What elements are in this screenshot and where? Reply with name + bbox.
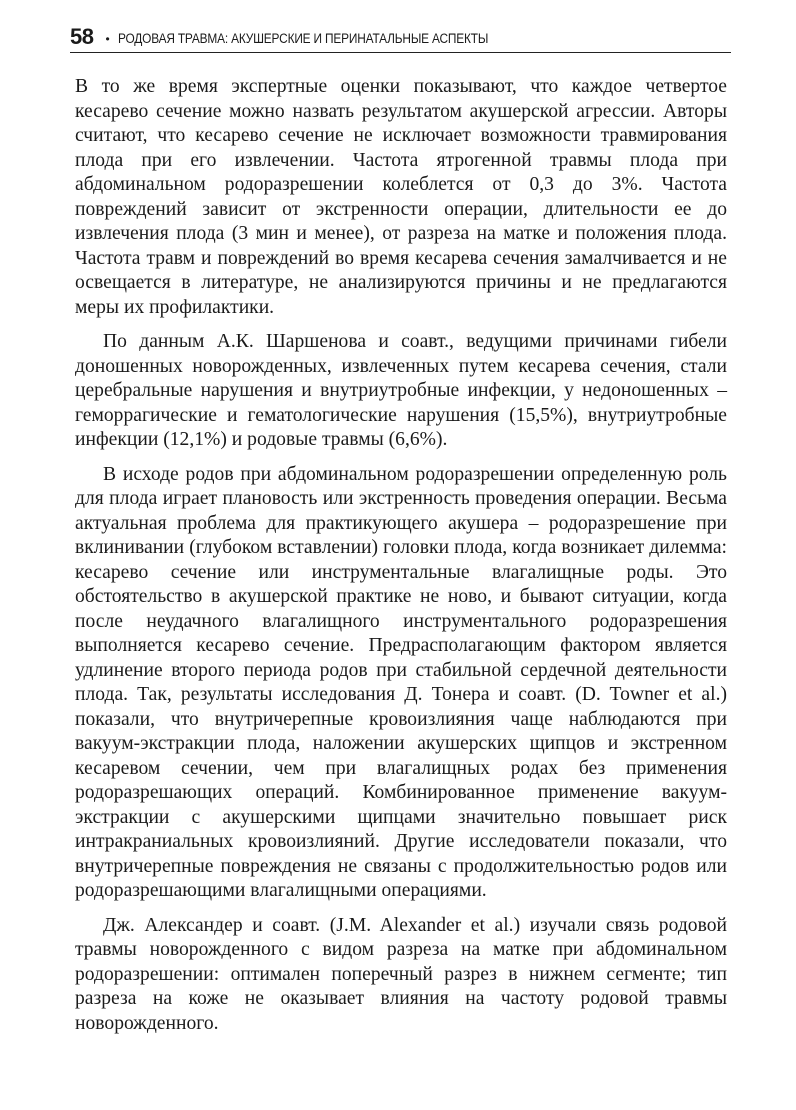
running-header-title: РОДОВАЯ ТРАВМА: АКУШЕРСКИЕ И ПЕРИНАТАЛЬНЫЕ АСПЕКТЫ [117,31,488,46]
paragraph-2: По данным А.К. Шаршенова и соавт., ведущими причинами гибели доношенных новорожденных, извлеченных путем кесарева сечения, стали церебральные нарушения и внутриутробные инфекции, у недоношенных – геморрагические и гематологические нарушения (15,5%), внутриутробные инфекции (12,1%) и родовые травмы (6,6%). [75,331,727,450]
running-header [70,24,731,53]
paragraph-3: В исходе родов при абдоминальном родоразрешении определенную роль для плода играет плановость или экстренность проведения операции. Весьма актуальная проблема для практикующего акушера – родоразрешение при вклинивании (глубоком вставлении) головки плода, когда возникает дилемма: кесарево сечение или инструментальные влагалищные роды. Это обстоятельство в акушерской практике не ново, и бывают ситуации, когда после неудачного влагалищного инструментального родоразрешения выполняется кесарево сечение. Предрасполагающим фактором является удлинение второго периода родов при стабильной сердечной деятельности плода. Так, результаты исследования Д. Тонера и соавт. (D. Towner et al.) показали, что внутричерепные кровоизлияния чаще наблюдаются при вакуум-экстракции плода, наложении акушерских щипцов и экстренном кесаревом сечении, чем при влагалищных родах без применения родоразрешающих операций. Комбинированное применение вакуум-экстракции с акушерскими щипцами значительно повышает риск интракраниальных кровоизлияний. Другие исследователи показали, что внутричерепные повреждения не связаны с продолжительностью родов или родоразрешающими влагалищными операциями. [75,463,727,901]
paragraph-4: Дж. Александер и соавт. (J.M. Alexander et al.) изучали связь родовой травмы новорожденного с видом разреза на матке при абдоминальном родоразрешении: оптимален поперечный разрез в нижнем сегменте; тип разреза на коже не оказывает влияния на частоту родовой травмы новорожденного. [75,914,727,1034]
header-bullet: • [105,32,110,46]
body-text [75,75,727,1046]
page-number: 58 [70,24,94,49]
paragraph-1: В то же время экспертные оценки показывают, что каждое четвертое кесарево сечение можно назвать результатом акушерской агрессии. Авторы считают, что кесарево сечение не исключает возможности травмирования плода при его извлечении. Частота ятрогенной травмы плода при абдоминальном родоразрешении колеблется от 0,3 до 3%. Частота повреждений зависит от экстренности операции, длительности ее до извлечения плода (3 мин и менее), от разреза на матке и положения плода. Частота травм и повреждений во время кесарева сечения замалчивается и не освещается в литературе, не анализируются причины и не предлагаются меры их профилактики. [75,76,727,318]
